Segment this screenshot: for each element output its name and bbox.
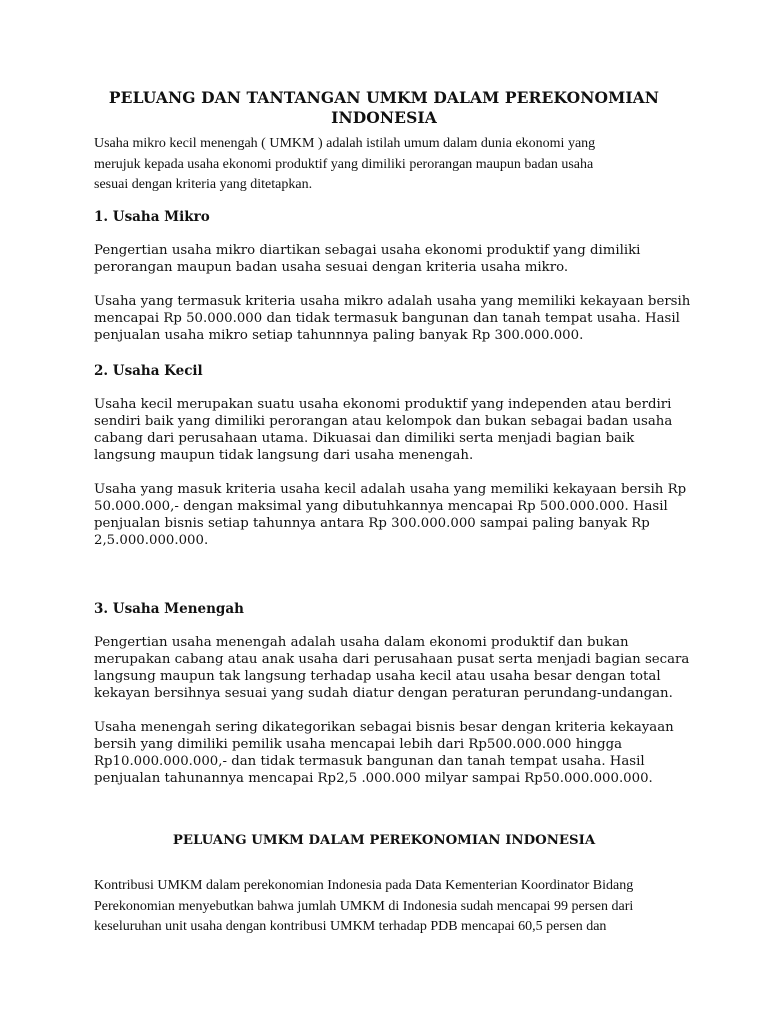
peluang-umkm-paragraph-1 <box>94 876 679 938</box>
paragraph-line: langsung maupun tidak langsung dari usaha menengah. <box>94 447 474 463</box>
paragraph-line: Rp10.000.000.000,- dan tidak termasuk bangunan dan tanah tempat usaha. Hasil <box>94 753 645 769</box>
usaha-kecil-paragraph-1 <box>94 397 679 465</box>
paragraph-line: penjualan usaha mikro setiap tahunnnya paling banyak Rp 300.000.000. <box>94 327 584 343</box>
intro-line: Usaha mikro kecil menengah ( UMKM ) adalah istilah umum dalam dunia ekonomi yang <box>94 136 596 151</box>
paragraph-line: penjualan tahunannya mencapai Rp2,5 .000.000 milyar sampai Rp50.000.000.000. <box>94 770 653 786</box>
paragraph-line: Kontribusi UMKM dalam perekonomian Indonesia pada Data Kementerian Koordinator Bidang <box>94 878 634 893</box>
paragraph-line: langsung maupun tak langsung terhadap usaha kecil atau usaha besar dengan total <box>94 668 661 684</box>
title-line-2: INDONESIA <box>331 108 437 127</box>
paragraph-line: Perekonomian menyebutkan bahwa jumlah UMKM di Indonesia sudah mencapai 99 persen dari <box>94 898 634 914</box>
paragraph-line: 50.000.000,- dengan maksimal yang dibutuhkannya mencapai Rp 500.000.000. Hasil <box>94 498 668 514</box>
paragraph-line: Usaha yang termasuk kriteria usaha mikro adalah usaha yang memiliki kekayaan bersih <box>94 294 691 309</box>
usaha-menengah-paragraph-1 <box>94 635 690 703</box>
paragraph-line: keseluruhan unit usaha dengan kontribusi UMKM terhadap PDB mencapai 60,5 persen dan <box>94 919 607 934</box>
title-line-1: PELUANG DAN TANTANGAN UMKM DALAM PEREKONOMIAN <box>108 88 660 107</box>
intro-paragraph <box>94 134 679 196</box>
paragraph-line: kekayan bersihnya sesuai yang sudah diatur dengan peraturan perundang-undangan. <box>94 685 673 701</box>
usaha-mikro-paragraph-2 <box>94 294 691 345</box>
usaha-kecil-paragraph-2 <box>94 482 687 550</box>
paragraph-line: 2,5.000.000.000. <box>94 532 209 548</box>
section-heading-usaha-menengah: 3. Usaha Menengah <box>94 601 244 617</box>
document-title <box>94 88 674 128</box>
paragraph-line: Usaha yang masuk kriteria usaha kecil adalah usaha yang memiliki kekayaan bersih Rp <box>94 482 687 497</box>
intro-line: merujuk kepada usaha ekonomi produktif yang dimiliki perorangan maupun badan usaha <box>94 156 594 172</box>
paragraph-line: mencapai Rp 50.000.000 dan tidak termasuk bangunan dan tanah tempat usaha. Hasil <box>94 310 680 326</box>
paragraph-line: sendiri baik yang dimiliki perorangan atau kelompok dan bukan sebagai badan usaha <box>94 413 673 429</box>
section-heading-usaha-kecil: 2. Usaha Kecil <box>94 363 203 379</box>
paragraph-line: Usaha menengah sering dikategorikan sebagai bisnis besar dengan kriteria kekayaan <box>94 720 674 735</box>
usaha-mikro-paragraph-1 <box>94 243 679 277</box>
paragraph-line: Pengertian usaha mikro diartikan sebagai usaha ekonomi produktif yang dimiliki <box>94 243 641 258</box>
paragraph-line: bersih yang dimiliki pemilik usaha mencapai lebih dari Rp500.000.000 hingga <box>94 736 623 752</box>
paragraph-line: cabang dari perusahaan utama. Dikuasai dan dimiliki serta menjadi bagian baik <box>94 430 635 446</box>
paragraph-line: penjualan bisnis setiap tahunnya antara Rp 300.000.000 sampai paling banyak Rp <box>94 515 650 531</box>
paragraph-line: merupakan cabang atau anak usaha dari perusahaan pusat serta menjadi bagian secara <box>94 651 690 667</box>
paragraph-line: perorangan maupun badan usaha sesuai dengan kriteria usaha mikro. <box>94 259 569 275</box>
section-heading-usaha-mikro: 1. Usaha Mikro <box>94 209 210 225</box>
usaha-menengah-paragraph-2 <box>94 720 679 788</box>
paragraph-line: Usaha kecil merupakan suatu usaha ekonomi produktif yang independen atau berdiri <box>94 397 672 412</box>
intro-line: sesuai dengan kriteria yang ditetapkan. <box>94 177 313 192</box>
section-heading-peluang-umkm: PELUANG UMKM DALAM PEREKONOMIAN INDONESIA <box>172 833 596 848</box>
paragraph-line: Pengertian usaha menengah adalah usaha dalam ekonomi produktif dan bukan <box>94 635 629 650</box>
